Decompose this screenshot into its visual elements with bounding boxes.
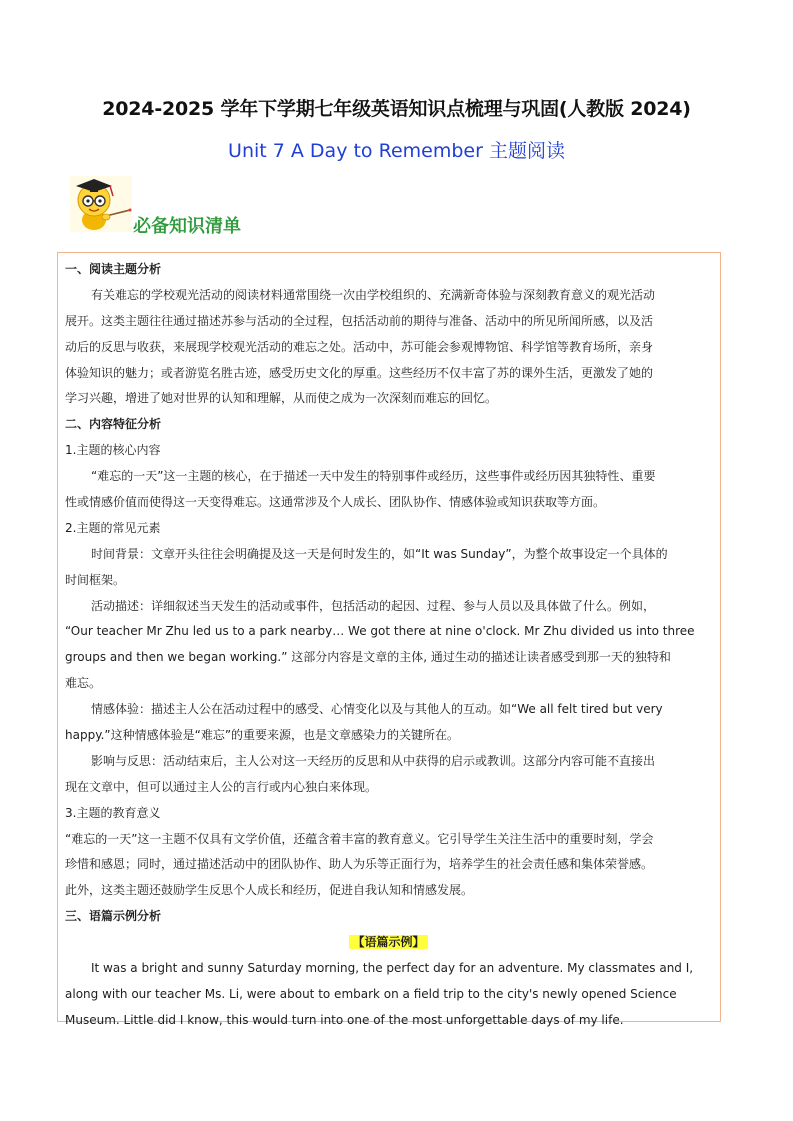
paragraph-line: 性或情感价值而使得这一天变得难忘。这通常涉及个人成长、团队协作、情感体验或知识获取等方面。 <box>65 495 606 510</box>
paragraph-line: 学习兴趣，增进了她对世界的认知和理解，从而使之成为一次深刻而难忘的回忆。 <box>65 391 498 406</box>
example-line: It was a bright and sunny Saturday morning, the perfect day for an adventure. My classmates and I, <box>91 961 694 976</box>
paragraph-line: 展开。这类主题往往通过描述苏参与活动的全过程，包括活动前的期待与准备、活动中的所见所闻所感，以及活 <box>65 313 654 328</box>
paragraph-line: 时间框架。 <box>65 572 126 587</box>
subheading-common-elements: 2.主题的常见元素 <box>65 520 161 535</box>
knowledge-content-box <box>57 252 721 1027</box>
paragraph-line: “难忘的一天”这一主题不仅具有文学价值，还蕴含着丰富的教育意义。它引导学生关注生活中的重要时刻，学会 <box>65 831 654 846</box>
paragraph-line: 体验知识的魅力；或者游览名胜古迹，感受历史文化的厚重。这些经历不仅丰富了苏的课外生活，更激发了她的 <box>65 365 654 380</box>
paragraph-line: 动后的反思与收获，来展现学校观光活动的难忘之处。活动中，苏可能会参观博物馆、科学馆等教育场所，亲身 <box>65 339 654 354</box>
paragraph-line: 情感体验：描述主人公在活动过程中的感受、心情变化以及与其他人的互动。如“We all felt tired but very <box>91 702 663 717</box>
unit-subtitle: Unit 7 A Day to Remember 主题阅读 <box>228 140 565 162</box>
paragraph-line: “Our teacher Mr Zhu led us to a park nearby… We got there at nine o'clock. Mr Zhu divided us into three <box>65 624 695 639</box>
heading-reading-theme: 一、阅读主题分析 <box>65 262 162 276</box>
paragraph-line: 难忘。 <box>65 676 102 691</box>
subheading-educational-meaning: 3.主题的教育意义 <box>65 805 161 820</box>
example-line: Museum. Little did I know, this would turn into one of the most unforgettable days of my life. <box>65 1012 624 1027</box>
paragraph-line: groups and then we began working.” 这部分内容是文章的主体, 通过生动的描述让读者感受到那一天的独特和 <box>65 650 671 665</box>
subheading-core-content: 1.主题的核心内容 <box>65 443 161 458</box>
paragraph-line: 影响与反思：活动结束后，主人公对这一天经历的反思和从中获得的启示或教训。这部分内容可能不直接出 <box>91 753 656 768</box>
paragraph-line: 珍惜和感恩；同时，通过描述活动中的团队协作、助人为乐等正面行为，培养学生的社会责任感和集体荣誉感。 <box>65 857 654 872</box>
paragraph-line: 时间背景：文章开头往往会明确提及这一天是何时发生的，如“It was Sunday”，为整个故事设定一个具体的 <box>91 546 668 561</box>
section-heading: 必备知识清单 <box>133 216 241 237</box>
paragraph-line: 此外，这类主题还鼓励学生反思个人成长和经历，促进自我认知和情感发展。 <box>65 883 474 898</box>
paragraph-line: 活动描述：详细叙述当天发生的活动或事件，包括活动的起因、过程、参与人员以及具体做了什么。例如， <box>91 598 656 613</box>
document-title: 2024-2025 学年下学期七年级英语知识点梳理与巩固(人教版 2024) <box>102 98 691 120</box>
paragraph-line: 有关难忘的学校观光活动的阅读材料通常围绕一次由学校组织的、充满新奇体验与深刻教育意义的观光活动 <box>91 287 656 302</box>
example-label-row <box>65 930 712 956</box>
example-line: along with our teacher Ms. Li, were about to embark on a field trip to the city's newly opened Science <box>65 986 677 1001</box>
scholar-mascot-icon <box>70 176 132 232</box>
paragraph-line: “难忘的一天”这一主题的核心，在于描述一天中发生的特别事件或经历，这些事件或经历因其独特性、重要 <box>91 469 656 484</box>
paragraph-line: 现在文章中，但可以通过主人公的言行或内心独白来体现。 <box>65 779 378 794</box>
heading-content-features: 二、内容特征分析 <box>65 417 162 432</box>
example-label: 【语篇示例】 <box>349 935 427 949</box>
paragraph-line: happy.”这种情感体验是“难忘”的重要来源，也是文章感染力的关键所在。 <box>65 728 460 743</box>
heading-text-example: 三、语篇示例分析 <box>65 909 162 924</box>
